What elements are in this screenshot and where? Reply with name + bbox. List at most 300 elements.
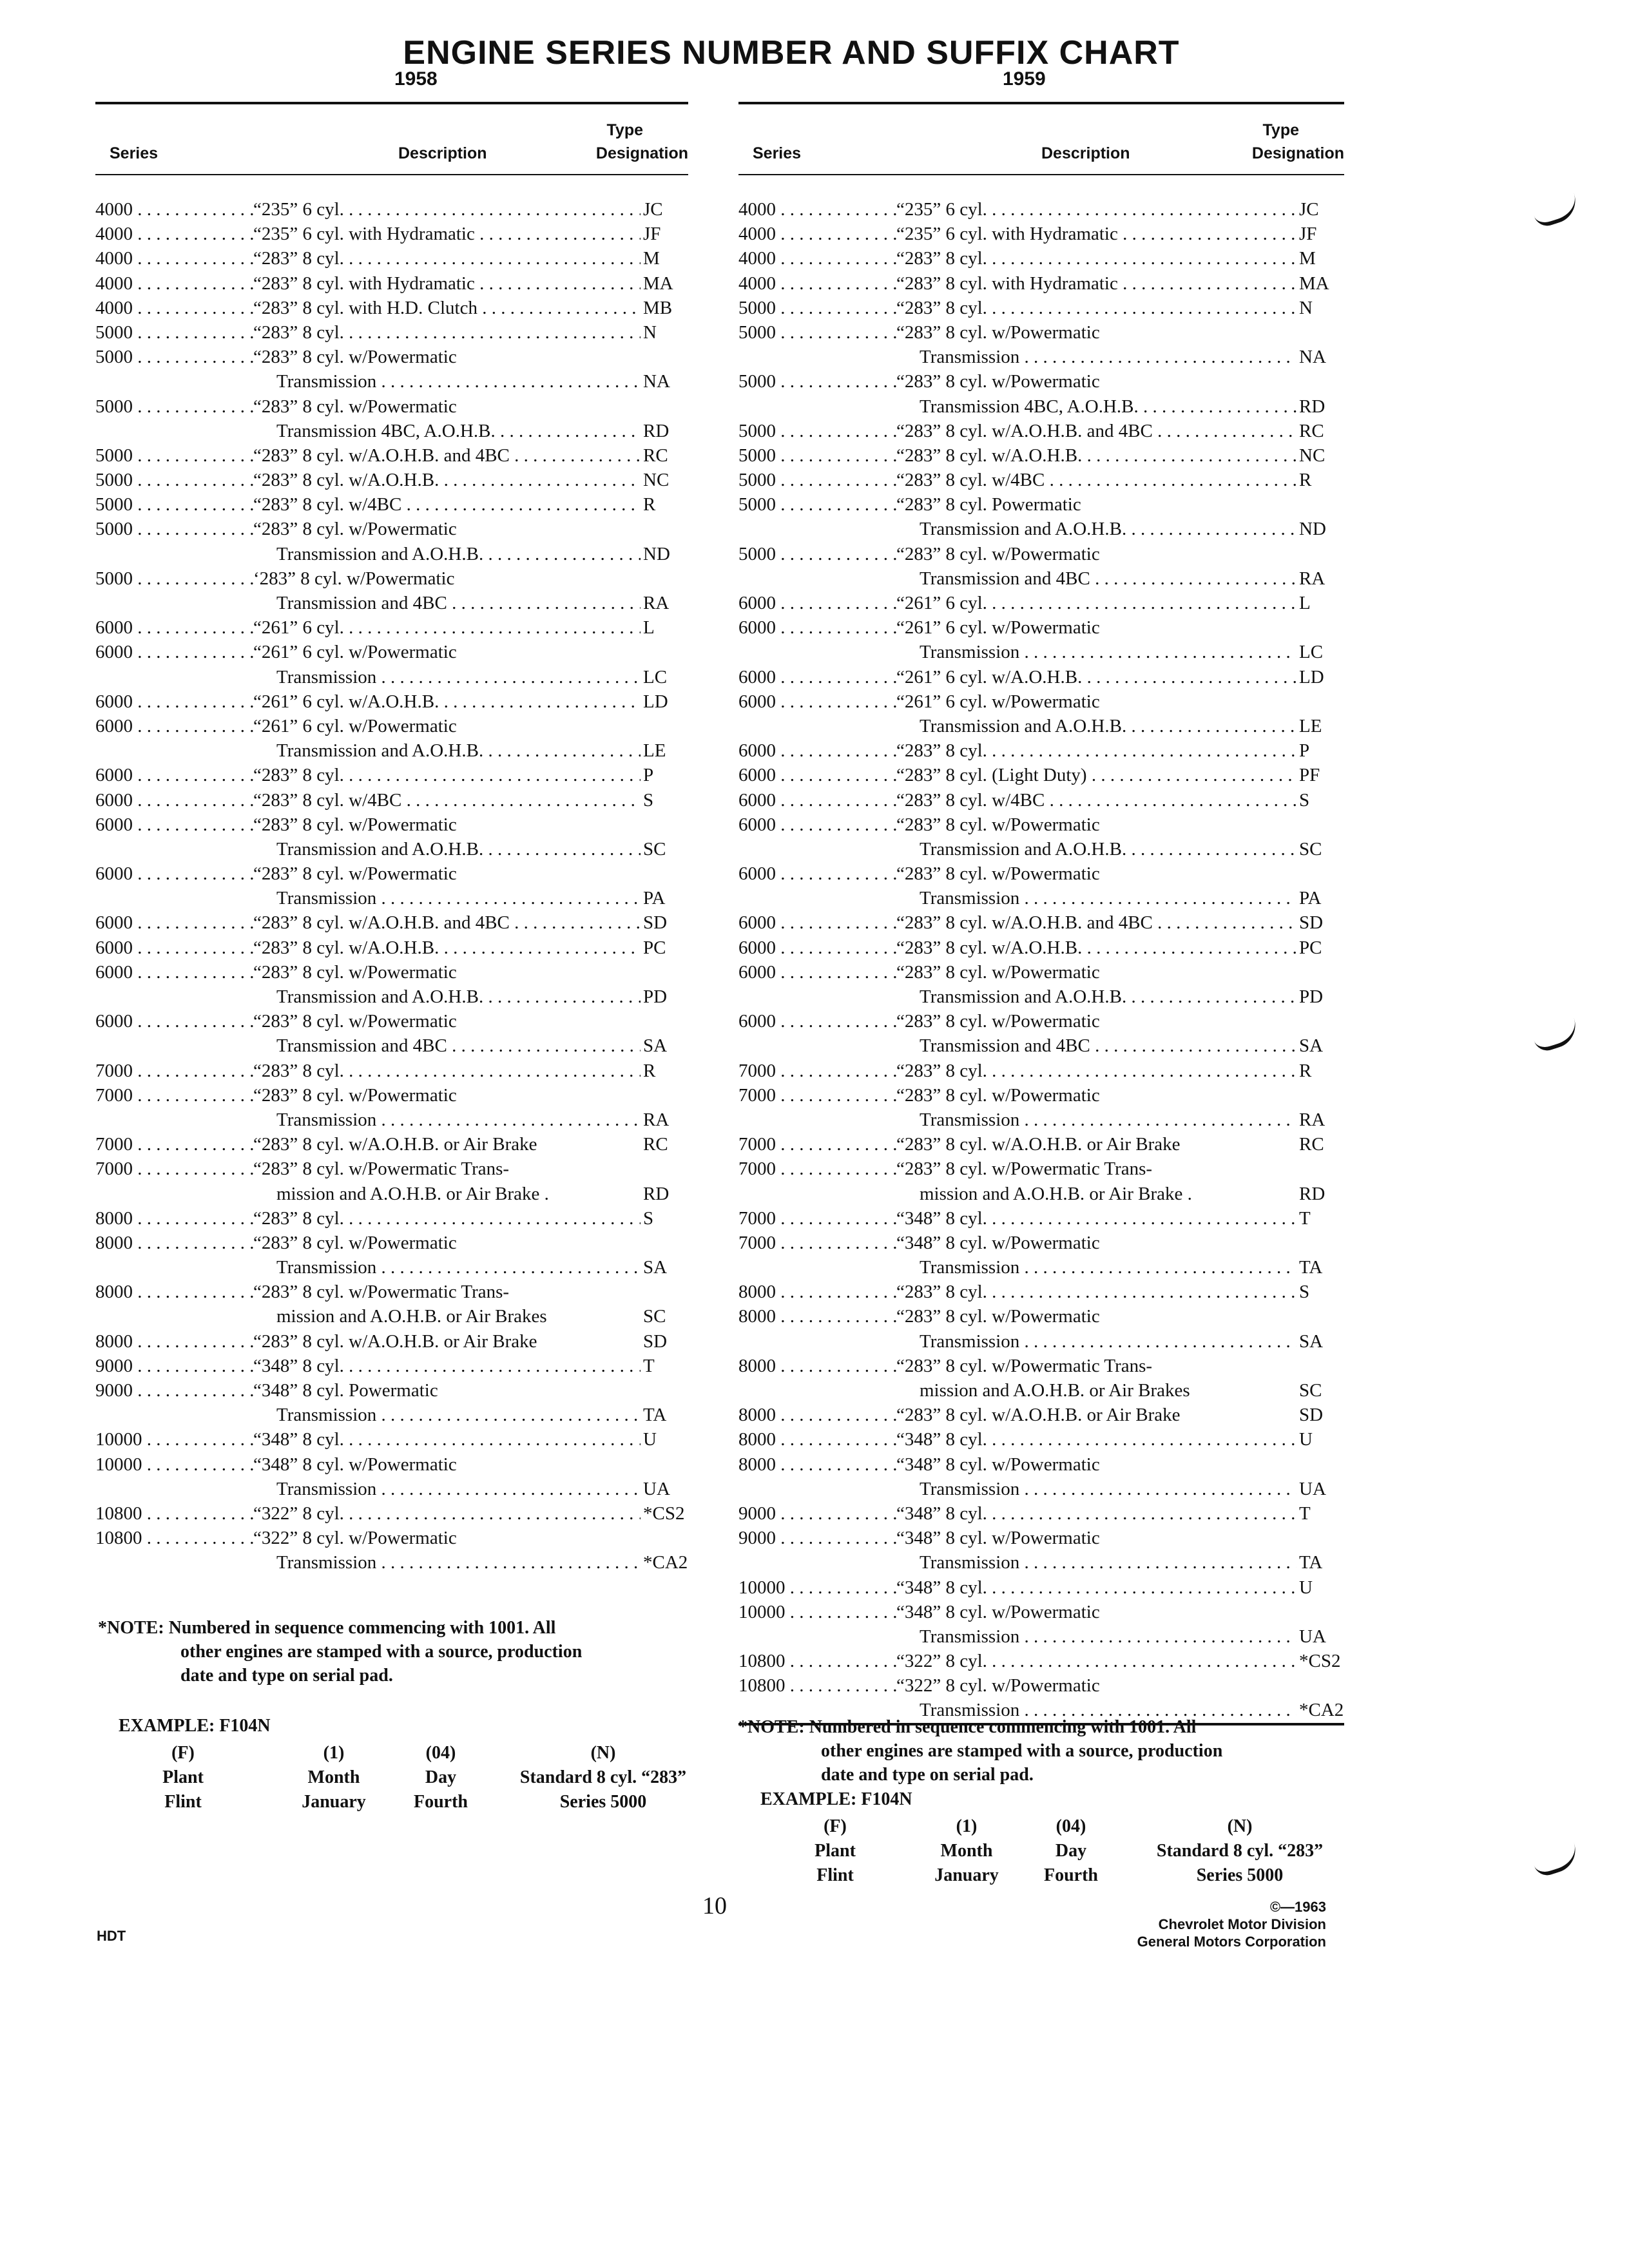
table-row [95, 443, 688, 468]
series-cell: 6000 . . . [95, 812, 253, 837]
binding-mark [1531, 1018, 1581, 1054]
series-cell: 4000 . . . [95, 197, 253, 222]
description-cell: Transmission . . . [896, 1329, 1296, 1354]
type-designation-cell: SD [643, 912, 668, 934]
table-row [95, 1108, 688, 1132]
description-cell: Transmission and 4BC . . . [896, 566, 1296, 591]
type-designation-cell: RC [643, 1134, 668, 1155]
type-designation-cell: RA [643, 593, 670, 613]
series-cell: 5000 . . . [738, 296, 896, 320]
example-1958 [119, 1714, 711, 1818]
note-1959 [738, 1715, 1222, 1787]
series-cell: 6000 . . . [738, 665, 896, 689]
table-row [95, 345, 688, 369]
type-designation-cell: PD [643, 986, 668, 1007]
table-row [95, 714, 688, 738]
type-designation-cell: RA [1299, 568, 1325, 589]
description-cell: Transmission . . . [896, 886, 1296, 910]
table-row [738, 222, 1344, 246]
table-row [95, 910, 688, 935]
series-cell: 4000 . . . [95, 246, 253, 271]
series-cell: 6000 . . . [95, 910, 253, 935]
table-row [738, 345, 1344, 369]
table-row [738, 910, 1344, 935]
type-designation-cell: S [1299, 789, 1310, 811]
table-row [95, 517, 688, 541]
series-cell: 6000 . . . [738, 960, 896, 985]
type-designation-cell: *CA2 [1299, 1700, 1344, 1721]
series-cell: 8000 . . . [95, 1206, 253, 1231]
table-row [95, 1304, 688, 1329]
description-cell: “283” 8 cyl. w/Powermatic [253, 863, 457, 885]
table-row [95, 640, 688, 664]
series-cell: 8000 . . . [738, 1403, 896, 1427]
description-cell: Transmission . . . [253, 1477, 641, 1501]
table-row [95, 960, 688, 985]
description-cell: “283” 8 cyl. Powermatic [896, 494, 1081, 515]
description-cell: “283” 8 cyl. w/Powermatic Trans- [253, 1158, 510, 1180]
page-number: 10 [702, 1892, 727, 1919]
description-cell: “283” 8 cyl. w/A.O.H.B. and 4BC . . . [253, 443, 641, 468]
series-cell: 9000 . . . [738, 1501, 896, 1526]
note-line: other engines are stamped with a source, production [180, 1642, 583, 1662]
type-designation-cell: T [1299, 1207, 1311, 1229]
example-plant: (F) Plant Flint [162, 1743, 204, 1812]
type-designation-cell: SA [1299, 1331, 1324, 1352]
series-cell: 6000 . . . [738, 788, 896, 812]
table-row [95, 1403, 688, 1427]
description-cell: “348” 8 cyl. w/Powermatic [896, 1454, 1100, 1475]
header-series: Series [110, 144, 159, 162]
series-cell: 7000 . . . [95, 1059, 253, 1083]
series-cell: 6000 . . . [95, 788, 253, 812]
table-row [95, 394, 688, 419]
table-row [738, 492, 1344, 517]
description-cell: Transmission . . . [896, 1108, 1296, 1132]
table-row [95, 1354, 688, 1378]
description-cell: Transmission and A.O.H.B. . . . [896, 837, 1296, 861]
type-designation-cell: NC [1299, 445, 1325, 466]
description-cell: Transmission . . . [253, 886, 641, 910]
description-cell: “348” 8 cyl. . . . [253, 1354, 641, 1378]
description-cell: Transmission . . . [253, 1255, 641, 1280]
table-row [738, 1059, 1344, 1083]
note-line: Numbered in sequence commencing with 1001. All [809, 1717, 1197, 1737]
description-cell: “283” 8 cyl. w/4BC . . . [896, 468, 1296, 492]
series-cell: 5000 . . . [738, 492, 896, 517]
description-cell: “283” 8 cyl. w/Powermatic [896, 543, 1100, 564]
type-designation-cell: SC [643, 1306, 666, 1327]
table-row [738, 1427, 1344, 1452]
series-cell: 7000 . . . [738, 1083, 896, 1108]
description-cell: “283” 8 cyl. w/A.O.H.B. . . . [253, 468, 641, 492]
type-designation-cell: LD [1299, 666, 1324, 687]
type-designation-cell: RC [643, 445, 668, 466]
description-cell: “283” 8 cyl. . . . [253, 1206, 641, 1231]
description-cell: “348” 8 cyl. . . . [896, 1206, 1296, 1231]
series-cell: 5000 . . . [95, 320, 253, 345]
table-row [738, 1206, 1344, 1231]
series-cell: 6000 . . . [738, 689, 896, 714]
type-designation-cell: LE [1299, 715, 1322, 736]
header-type: Type [1262, 121, 1299, 139]
series-cell: 10000 . . . [95, 1427, 253, 1452]
series-cell: 4000 . . . [95, 296, 253, 320]
description-cell: Transmission and A.O.H.B. . . . [253, 542, 641, 566]
series-cell: 6000 . . . [738, 1009, 896, 1033]
table-row [738, 615, 1344, 640]
table-row [95, 1280, 688, 1304]
type-designation-cell: MA [643, 273, 673, 294]
description-cell: “283” 8 cyl. . . . [896, 246, 1296, 271]
type-designation-cell: SC [643, 838, 666, 860]
table-row [738, 985, 1344, 1009]
table-row [738, 886, 1344, 910]
table-row [738, 468, 1344, 492]
table-row [738, 542, 1344, 566]
description-cell: “283” 8 cyl. w/A.O.H.B. or Air Brake [896, 1134, 1181, 1155]
type-designation-cell: PD [1299, 986, 1324, 1007]
description-cell: mission and A.O.H.B. or Air Brake . [920, 1183, 1192, 1204]
description-cell: “261” 6 cyl. w/A.O.H.B. . . . [896, 665, 1296, 689]
table-row [738, 246, 1344, 271]
table-body [95, 197, 688, 1575]
table-row [95, 886, 688, 910]
description-cell: “283” 8 cyl. w/Powermatic Trans- [896, 1355, 1153, 1376]
type-designation-cell: L [1299, 593, 1311, 613]
type-designation-cell: SD [643, 1331, 668, 1352]
copyright-line: General Motors Corporation [1137, 1934, 1326, 1950]
table-row [738, 1477, 1344, 1501]
type-designation-cell: M [1299, 248, 1316, 269]
table-row [738, 861, 1344, 886]
table-row [95, 468, 688, 492]
table-row [738, 1033, 1344, 1058]
type-designation-cell: SC [1299, 1380, 1322, 1401]
type-designation-cell: N [643, 322, 657, 343]
type-designation-cell: PA [643, 888, 666, 909]
description-cell: Transmission . . . [896, 1698, 1296, 1722]
type-designation-cell: R [1299, 1060, 1312, 1081]
table-row [95, 1550, 688, 1575]
series-cell: 5000 . . . [738, 419, 896, 443]
description-cell: “283” 8 cyl. . . . [253, 1059, 641, 1083]
series-cell: 6000 . . . [95, 763, 253, 787]
series-cell: 5000 . . . [738, 542, 896, 566]
description-cell: Transmission . . . [896, 1624, 1296, 1649]
table-row [738, 788, 1344, 812]
table-row [738, 936, 1344, 960]
description-cell: “283” 8 cyl. w/A.O.H.B. and 4BC . . . [896, 419, 1296, 443]
type-designation-cell: UA [1299, 1478, 1326, 1499]
series-cell: 5000 . . . [95, 345, 253, 369]
table-row [738, 591, 1344, 615]
description-cell: mission and A.O.H.B. or Air Brakes [920, 1380, 1190, 1401]
table-row [738, 1280, 1344, 1304]
series-cell: 5000 . . . [95, 394, 253, 419]
series-cell: 4000 . . . [738, 222, 896, 246]
example-plant: (F) Plant Flint [815, 1816, 856, 1885]
table-row [95, 1427, 688, 1452]
series-cell: 8000 . . . [738, 1452, 896, 1477]
series-cell: 6000 . . . [738, 591, 896, 615]
table-row [95, 1501, 688, 1526]
description-cell: Transmission . . . [896, 640, 1296, 664]
series-cell: 8000 . . . [95, 1280, 253, 1304]
series-cell: 6000 . . . [738, 910, 896, 935]
type-designation-cell: UA [1299, 1626, 1326, 1647]
note-label: *NOTE: [738, 1717, 805, 1737]
series-cell: 9000 . . . [95, 1354, 253, 1378]
type-designation-cell: RA [643, 1109, 670, 1130]
table-row [738, 443, 1344, 468]
series-cell: 10000 . . . [95, 1452, 253, 1477]
header-description: Description [398, 144, 487, 162]
description-cell: mission and A.O.H.B. or Air Brakes [276, 1306, 547, 1327]
type-designation-cell: R [643, 494, 656, 515]
table-row [738, 763, 1344, 787]
description-cell: Transmission . . . [896, 345, 1296, 369]
type-designation-cell: RA [1299, 1109, 1325, 1130]
description-cell: “283” 8 cyl. w/Powermatic [253, 814, 457, 835]
description-cell: “283” 8 cyl. . . . [896, 296, 1296, 320]
description-cell: “283” 8 cyl. w/Powermatic [896, 1306, 1100, 1327]
table-row [95, 763, 688, 787]
table-row [95, 985, 688, 1009]
table-row [738, 837, 1344, 861]
table-row [738, 812, 1344, 837]
table-row [738, 517, 1344, 541]
series-cell: 5000 . . . [738, 468, 896, 492]
type-designation-cell: UA [643, 1478, 670, 1499]
series-cell: 10800 . . . [738, 1649, 896, 1673]
description-cell: “322” 8 cyl. . . . [896, 1649, 1296, 1673]
example-type: (N) Standard 8 cyl. “283” Series 5000 [519, 1743, 687, 1812]
description-cell: “348” 8 cyl. . . . [896, 1427, 1296, 1452]
description-cell: Transmission . . . [896, 1477, 1296, 1501]
description-cell: “283” 8 cyl. w/Powermatic [253, 1011, 457, 1032]
table-row [738, 665, 1344, 689]
note-label: *NOTE: [98, 1618, 164, 1638]
table-row [95, 1206, 688, 1231]
type-designation-cell: PC [1299, 937, 1322, 958]
example-month: (1) Month January [934, 1816, 999, 1885]
type-designation-cell: JF [1299, 224, 1317, 245]
copyright-block [1137, 1898, 1326, 1950]
table-row [738, 1526, 1344, 1550]
table-row [738, 1452, 1344, 1477]
description-cell: “283” 8 cyl. w/Powermatic [253, 519, 457, 540]
table-row [95, 1526, 688, 1550]
series-cell: 6000 . . . [738, 738, 896, 763]
series-cell: 10800 . . . [95, 1501, 253, 1526]
type-designation-cell: RC [1299, 420, 1324, 441]
description-cell: ‘283” 8 cyl. w/Powermatic [253, 568, 455, 589]
type-designation-cell: RD [643, 420, 670, 441]
series-cell: 10800 . . . [738, 1673, 896, 1698]
table-row [95, 1033, 688, 1058]
example-type: (N) Standard 8 cyl. “283” Series 5000 [1156, 1816, 1324, 1885]
series-cell: 5000 . . . [738, 320, 896, 345]
description-cell: “283” 8 cyl. with Hydramatic . . . [253, 271, 641, 296]
description-cell: “283” 8 cyl. w/Powermatic Trans- [896, 1158, 1153, 1180]
table-1958 [95, 102, 688, 1575]
description-cell: Transmission 4BC, A.O.H.B. . . . [253, 419, 641, 443]
series-cell: 6000 . . . [738, 812, 896, 837]
table-row [738, 296, 1344, 320]
table-body [738, 197, 1344, 1725]
table-row [95, 1231, 688, 1255]
series-cell: 10000 . . . [738, 1600, 896, 1624]
description-cell: “322” 8 cyl. w/Powermatic [253, 1528, 457, 1549]
series-cell: 5000 . . . [95, 443, 253, 468]
copyright-line: ©—1963 [1269, 1899, 1326, 1915]
description-cell: “283” 8 cyl. w/Powermatic [896, 1084, 1100, 1106]
description-cell: Transmission and A.O.H.B. . . . [896, 714, 1296, 738]
table-row [95, 665, 688, 689]
table-row [95, 1452, 688, 1477]
table-row [738, 1329, 1344, 1354]
description-cell: “261” 6 cyl. w/A.O.H.B. . . . [253, 689, 641, 714]
series-cell: 6000 . . . [738, 936, 896, 960]
example-day: (04) Day Fourth [414, 1743, 468, 1812]
type-designation-cell: *CS2 [1299, 1651, 1341, 1672]
description-cell: “283” 8 cyl. w/4BC . . . [896, 788, 1296, 812]
table-row [95, 812, 688, 837]
note-line: date and type on serial pad. [180, 1666, 393, 1686]
table-row [95, 419, 688, 443]
description-cell: Transmission . . . [253, 1403, 641, 1427]
header-series: Series [753, 144, 802, 162]
series-cell: 6000 . . . [738, 763, 896, 787]
table-row [95, 591, 688, 615]
type-designation-cell: L [643, 617, 655, 639]
table-row [95, 1329, 688, 1354]
description-cell: “283” 8 cyl. w/A.O.H.B. . . . [896, 936, 1296, 960]
series-cell: 10800 . . . [95, 1526, 253, 1550]
table-row [738, 271, 1344, 296]
table-row [95, 1255, 688, 1280]
table-row [738, 1009, 1344, 1033]
table-1959 [738, 102, 1344, 1725]
description-cell: Transmission and A.O.H.B. . . . [896, 517, 1296, 541]
description-cell: “283” 8 cyl. w/Powermatic [896, 863, 1100, 885]
type-designation-cell: M [643, 248, 660, 269]
table-row [738, 640, 1344, 664]
series-cell: 6000 . . . [738, 615, 896, 640]
series-cell: 8000 . . . [95, 1329, 253, 1354]
series-cell: 5000 . . . [738, 369, 896, 394]
example-1959 [760, 1787, 1366, 1892]
series-cell: 8000 . . . [738, 1427, 896, 1452]
page-title: ENGINE SERIES NUMBER AND SUFFIX CHART [403, 34, 1180, 72]
description-cell: “283” 8 cyl. w/Powermatic [253, 961, 457, 983]
series-cell: 8000 . . . [738, 1354, 896, 1378]
table-row [95, 1132, 688, 1157]
type-designation-cell: U [1299, 1429, 1313, 1450]
description-cell: “283” 8 cyl. w/Powermatic [896, 814, 1100, 835]
header-description: Description [1041, 144, 1130, 162]
description-cell: “283” 8 cyl. with Hydramatic . . . [896, 271, 1296, 296]
description-cell: Transmission 4BC, A.O.H.B. . . . [896, 394, 1296, 419]
type-designation-cell: LC [1299, 642, 1324, 663]
series-cell: 4000 . . . [738, 197, 896, 222]
type-designation-cell: TA [643, 1405, 667, 1426]
description-cell: “283” 8 cyl. w/Powermatic [896, 322, 1100, 343]
series-cell: 7000 . . . [738, 1132, 896, 1157]
series-cell: 8000 . . . [95, 1231, 253, 1255]
description-cell: Transmission and 4BC . . . [253, 591, 641, 615]
description-cell: “283” 8 cyl. w/A.O.H.B. or Air Brake [896, 1405, 1181, 1426]
description-cell: Transmission and 4BC . . . [896, 1033, 1296, 1058]
table-header [738, 104, 1344, 175]
table-row [738, 1132, 1344, 1157]
table-row [738, 1354, 1344, 1378]
description-cell: “283” 8 cyl. with H.D. Clutch . . . [253, 296, 641, 320]
series-cell: 4000 . . . [95, 222, 253, 246]
table-row [738, 1108, 1344, 1132]
type-designation-cell: R [643, 1060, 656, 1081]
description-cell: “283” 8 cyl. . . . [896, 1280, 1296, 1304]
year-1958: 1958 [394, 68, 438, 90]
type-designation-cell: T [1299, 1503, 1311, 1524]
table-row [738, 1501, 1344, 1526]
description-cell: Transmission . . . [253, 369, 641, 394]
series-cell: 9000 . . . [738, 1526, 896, 1550]
description-cell: “283” 8 cyl. w/A.O.H.B. and 4BC . . . [253, 910, 641, 935]
table-row [738, 1550, 1344, 1575]
description-cell: “283” 8 cyl. w/Powermatic [896, 961, 1100, 983]
table-row [738, 1231, 1344, 1255]
description-cell: “348” 8 cyl. w/Powermatic [253, 1454, 457, 1475]
type-designation-cell: LC [643, 666, 668, 687]
table-row [95, 1059, 688, 1083]
series-cell: 4000 . . . [95, 271, 253, 296]
type-designation-cell: N [1299, 297, 1313, 318]
table-row [95, 837, 688, 861]
table-row [738, 197, 1344, 222]
type-designation-cell: PA [1299, 888, 1322, 909]
table-row [738, 1673, 1344, 1698]
description-cell: “235” 6 cyl. with Hydramatic . . . [896, 222, 1296, 246]
description-cell: “283” 8 cyl. . . . [896, 738, 1296, 763]
type-designation-cell: S [643, 789, 654, 811]
table-row [738, 1255, 1344, 1280]
description-cell: “322” 8 cyl. w/Powermatic [896, 1675, 1100, 1696]
description-cell: “283” 8 cyl. w/A.O.H.B. . . . [896, 443, 1296, 468]
table-row [95, 738, 688, 763]
description-cell: “283” 8 cyl. w/Powermatic [253, 396, 457, 417]
table-row [738, 1083, 1344, 1108]
table-row [95, 320, 688, 345]
description-cell: “261” 6 cyl. w/Powermatic [253, 715, 457, 736]
type-designation-cell: ND [643, 543, 670, 564]
table-row [738, 1600, 1344, 1624]
type-designation-cell: SD [1299, 912, 1324, 934]
table-row [95, 246, 688, 271]
description-cell: “235” 6 cyl. with Hydramatic . . . [253, 222, 641, 246]
series-cell: 7000 . . . [738, 1157, 896, 1181]
series-cell: 8000 . . . [738, 1304, 896, 1329]
type-designation-cell: RD [1299, 1183, 1325, 1204]
type-designation-cell: ND [1299, 519, 1326, 540]
type-designation-cell: NA [1299, 347, 1326, 368]
series-cell: 5000 . . . [738, 443, 896, 468]
description-cell: “283” 8 cyl. w/4BC . . . [253, 492, 641, 517]
description-cell: mission and A.O.H.B. or Air Brake . [276, 1183, 549, 1204]
series-cell: 6000 . . . [95, 689, 253, 714]
series-cell: 6000 . . . [95, 936, 253, 960]
